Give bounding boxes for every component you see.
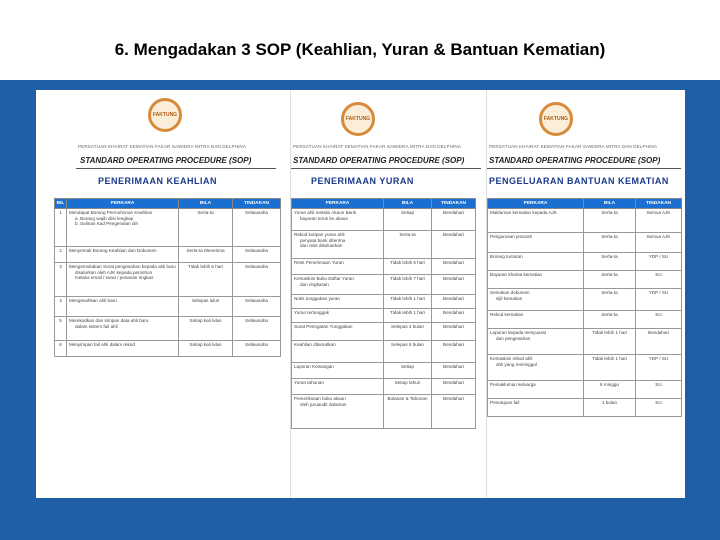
table-row — [488, 381, 682, 399]
row-perkara: Keahlian ditamatkan — [292, 341, 384, 363]
row-bila: Serta-ta — [584, 233, 636, 253]
association-logo-icon: FAKTUNG — [341, 102, 375, 136]
table-row — [292, 295, 476, 309]
sop-table-kematian — [487, 198, 682, 417]
row-bila: 6 minggu — [584, 381, 636, 399]
row-bila: Setiap — [384, 363, 432, 379]
column-header: BILA — [384, 199, 432, 209]
row-number: 4 — [55, 297, 67, 317]
table-row — [488, 311, 682, 329]
sop-subject: PENERIMAAN YURAN — [311, 176, 414, 186]
table-row — [55, 317, 281, 341]
table-row — [292, 259, 476, 275]
table-row — [488, 233, 682, 253]
row-tindakan: YDP / SU — [636, 289, 682, 311]
table-row — [488, 253, 682, 271]
sop-heading: STANDARD OPERATING PROCEDURE (SOP) — [489, 156, 661, 165]
row-bila: Tidak lebih 7 hari — [384, 275, 432, 295]
row-tindakan: YDP / SU — [636, 253, 682, 271]
row-perkara: Laporan kepada mesyuarat dan pengesahan — [488, 329, 584, 355]
row-number: 6 — [55, 341, 67, 357]
row-perkara: Penutupan fail — [488, 399, 584, 417]
table-header-row — [488, 199, 682, 209]
row-perkara: Mengemukakan Surat pengesahan kepada ahli baru disalurkan oleh AJK kepada pemohon melalui email / surat / pesanan ringkas — [67, 263, 179, 297]
row-tindakan: Bendahari — [432, 395, 476, 429]
sop-heading: STANDARD OPERATING PROCEDURE (SOP) — [80, 156, 252, 165]
row-bila: Serta-ta — [584, 253, 636, 271]
table-row — [488, 355, 682, 381]
row-perkara: Resit Penerimaan Yuran — [292, 259, 384, 275]
row-bila: Setiap kali lulus — [179, 341, 233, 357]
row-perkara: Pengurusan jenazah — [488, 233, 584, 253]
row-bila: Serta-ta — [584, 271, 636, 289]
row-perkara: Mengesahkan ahli baru — [67, 297, 179, 317]
column-header: PERKARA — [292, 199, 384, 209]
row-perkara: Mendapat Borang Permohonan Keahlian a. Borang wajib diisi lengkap b. Salinan Kad Pengenalan diri — [67, 209, 179, 247]
table-row — [488, 271, 682, 289]
column-header: TINDAKAN — [233, 199, 281, 209]
sop-heading: STANDARD OPERATING PROCEDURE (SOP) — [293, 156, 465, 165]
column-header: BIL — [55, 199, 67, 209]
sop-table-yuran — [291, 198, 476, 429]
organization-name: PERSATUAN KHAIRAT KEMATIAN FAKAR SAWIDRA MITRA DAN DELPHINA — [78, 144, 246, 149]
table-row — [488, 289, 682, 311]
row-tindakan: SU — [636, 381, 682, 399]
row-perkara: Surat Peringatan Tunggakan — [292, 323, 384, 341]
row-perkara: Yuran ahli melalui Akaun Bank bayaran terus ke akaun — [292, 209, 384, 231]
row-perkara: Rekod kutipan yuran ahli penyata bank diterima dan resit dikeluarkan — [292, 231, 384, 259]
row-bila: Serta-ta — [384, 231, 432, 259]
table-row — [488, 399, 682, 417]
row-bila: Tidak lebih 6 hari — [179, 263, 233, 297]
row-tindakan: Bendahari — [432, 363, 476, 379]
row-bila: Serta-ta — [584, 209, 636, 233]
table-row — [292, 209, 476, 231]
column-header: BILA — [584, 199, 636, 209]
row-bila: Setiap — [384, 209, 432, 231]
row-tindakan: Setiausaha — [233, 317, 281, 341]
row-bila: Setiap tahun — [384, 379, 432, 395]
row-tindakan: Setiausaha — [233, 341, 281, 357]
column-header: PERKARA — [67, 199, 179, 209]
table-row — [292, 341, 476, 363]
row-bila: Selepas 6 bulan — [384, 341, 432, 363]
row-tindakan: Setiausaha — [233, 247, 281, 263]
sop-document-keahlian — [36, 90, 290, 498]
row-number: 1 — [55, 209, 67, 247]
table-row — [292, 323, 476, 341]
column-header: TINDAKAN — [432, 199, 476, 209]
row-bila: 1 bulan — [584, 399, 636, 417]
sop-subject: PENGELUARAN BANTUAN KEMATIAN — [489, 176, 669, 186]
row-perkara: Kemaskini rekod ahli ahli yang meninggal — [488, 355, 584, 381]
divider — [291, 168, 481, 169]
row-tindakan: Bendahari — [432, 275, 476, 295]
divider — [487, 168, 681, 169]
row-bila: Setiap kali lulus — [179, 317, 233, 341]
row-bila: Serta-ta — [179, 209, 233, 247]
table-row — [55, 209, 281, 247]
column-header: TINDAKAN — [636, 199, 682, 209]
organization-name: PERSATUAN KHAIRAT KEMATIAN FAKAR SAWIDRA MITRA DAN DELPHINA — [489, 144, 657, 149]
row-perkara: Menyemak Borang Keahlian dan Dokumen — [67, 247, 179, 263]
row-tindakan: Bendahari — [432, 323, 476, 341]
row-bila: Bulanan & Tahunan — [384, 395, 432, 429]
sop-table-keahlian — [54, 198, 281, 357]
organization-name: PERSATUAN KHAIRAT KEMATIAN FAKAR SAWIDRA MITRA DAN DELPHINA — [293, 144, 461, 149]
row-perkara: Kemaskini Buku Daftar Yuran dan ringkasan — [292, 275, 384, 295]
table-row — [55, 247, 281, 263]
row-tindakan: Bendahari — [432, 231, 476, 259]
row-tindakan: Bendahari — [432, 209, 476, 231]
row-number: 2 — [55, 247, 67, 263]
row-tindakan: Bendahari — [432, 295, 476, 309]
row-tindakan: Semua AJK — [636, 209, 682, 233]
row-bila: Tidak lebih 1 hari — [584, 355, 636, 381]
row-tindakan: SU — [636, 271, 682, 289]
row-tindakan: SU — [636, 311, 682, 329]
table-row — [488, 209, 682, 233]
row-bila: Serta-ta — [584, 289, 636, 311]
row-perkara: Yuran tahunan — [292, 379, 384, 395]
row-perkara: Merekodkan dan simpan data ahli baru dalam sistem fail ahli — [67, 317, 179, 341]
table-row — [292, 231, 476, 259]
row-tindakan: Setiausaha — [233, 297, 281, 317]
row-bila: Tidak lebih 6 hari — [384, 259, 432, 275]
row-bila: Selepas lulus — [179, 297, 233, 317]
row-perkara: Pemakluman keluarga — [488, 381, 584, 399]
association-logo-icon: FAKTUNG — [148, 98, 182, 132]
row-perkara: Semakan dokumen sijil kematian — [488, 289, 584, 311]
table-header-row — [292, 199, 476, 209]
column-header: PERKARA — [488, 199, 584, 209]
row-tindakan: Bendahari — [432, 259, 476, 275]
row-bila: Tidak lebih 1 hari — [584, 329, 636, 355]
sop-subject: PENERIMAAN KEAHLIAN — [98, 176, 218, 186]
table-row — [55, 297, 281, 317]
slide-title: 6. Mengadakan 3 SOP (Keahlian, Yuran & Bantuan Kematian) — [114, 40, 606, 59]
row-bila: Tidak lebih 1 hari — [384, 295, 432, 309]
row-bila: Selepas 3 bulan — [384, 323, 432, 341]
row-tindakan: SU — [636, 399, 682, 417]
row-tindakan: Setiausaha — [233, 263, 281, 297]
row-tindakan: Bendahari — [636, 329, 682, 355]
table-row — [55, 263, 281, 297]
table-row — [292, 363, 476, 379]
divider — [76, 168, 276, 169]
row-bila: Tidak lebih 1 hari — [384, 309, 432, 323]
row-tindakan: Setiausaha — [233, 209, 281, 247]
row-perkara: Makluman kematian kepada AJK — [488, 209, 584, 233]
table-row — [292, 275, 476, 295]
row-perkara: Notis tunggakan yuran — [292, 295, 384, 309]
sop-document-kematian — [486, 90, 685, 498]
row-perkara: Pemeriksaan buku akaun oleh juruaudit dalaman — [292, 395, 384, 429]
row-perkara: Laporan Kewangan — [292, 363, 384, 379]
row-bila: Serta-ta Menerima — [179, 247, 233, 263]
row-perkara: Yuran tertunggak — [292, 309, 384, 323]
row-tindakan: Bendahari — [432, 309, 476, 323]
table-header-row — [55, 199, 281, 209]
row-perkara: Borang tuntutan — [488, 253, 584, 271]
row-tindakan: Bendahari — [432, 379, 476, 395]
row-tindakan: Bendahari — [432, 341, 476, 363]
table-row — [292, 395, 476, 429]
row-tindakan: Semua AJK — [636, 233, 682, 253]
row-perkara: Rekod kematian — [488, 311, 584, 329]
table-row — [488, 329, 682, 355]
column-header: BILA — [179, 199, 233, 209]
sop-document-yuran — [290, 90, 487, 498]
row-number: 5 — [55, 317, 67, 341]
table-row — [292, 379, 476, 395]
documents-board — [36, 90, 684, 498]
table-row — [292, 309, 476, 323]
row-perkara: Menyimpan fail ahli dalam rekod — [67, 341, 179, 357]
association-logo-icon: FAKTUNG — [539, 102, 573, 136]
row-perkara: Bayaran khairat kematian — [488, 271, 584, 289]
row-number: 3 — [55, 263, 67, 297]
table-row — [55, 341, 281, 357]
row-tindakan: YDP / SU — [636, 355, 682, 381]
row-bila: Serta-ta — [584, 311, 636, 329]
